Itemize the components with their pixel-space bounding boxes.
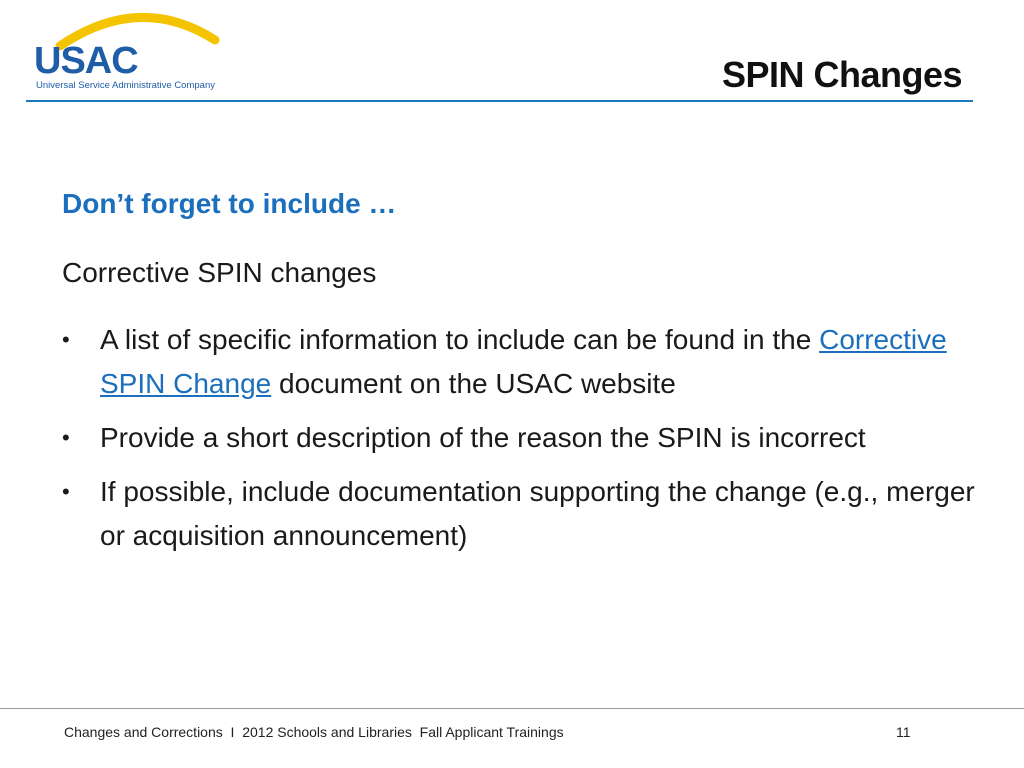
- page-number: 11: [896, 724, 911, 740]
- bullet-text: If possible, include documentation supporting the change (e.g., merger or acquisition announcement): [100, 476, 975, 551]
- bullet-dot-icon: •: [62, 425, 70, 450]
- logo-tagline: Universal Service Administrative Company: [36, 80, 215, 91]
- bullet-dot-icon: •: [62, 479, 70, 504]
- subheading: Don’t forget to include …: [62, 188, 397, 219]
- bullet-item: [56, 416, 976, 460]
- corrective-spin-change-link[interactable]: Corrective SPIN Change: [100, 324, 947, 399]
- bullet-text: Provide a short description of the reason the SPIN is incorrect: [100, 422, 866, 453]
- header-divider: [26, 100, 973, 102]
- bullet-text: document on the USAC website: [271, 368, 676, 399]
- logo-wordmark: USAC: [34, 40, 138, 82]
- bullet-dot-icon: •: [62, 327, 70, 352]
- bullet-text: A list of specific information to include can be found in the: [100, 324, 820, 355]
- bullet-item: [56, 318, 976, 406]
- bullet-item: [56, 470, 976, 558]
- footer-text: Changes and Corrections I 2012 Schools and Libraries Fall Applicant Trainings: [64, 724, 564, 740]
- usac-logo: [30, 10, 230, 95]
- section-label: Corrective SPIN changes: [62, 257, 377, 288]
- bullet-list: [56, 318, 976, 568]
- footer-divider: [0, 708, 1024, 709]
- slide-title: SPIN Changes: [721, 54, 962, 95]
